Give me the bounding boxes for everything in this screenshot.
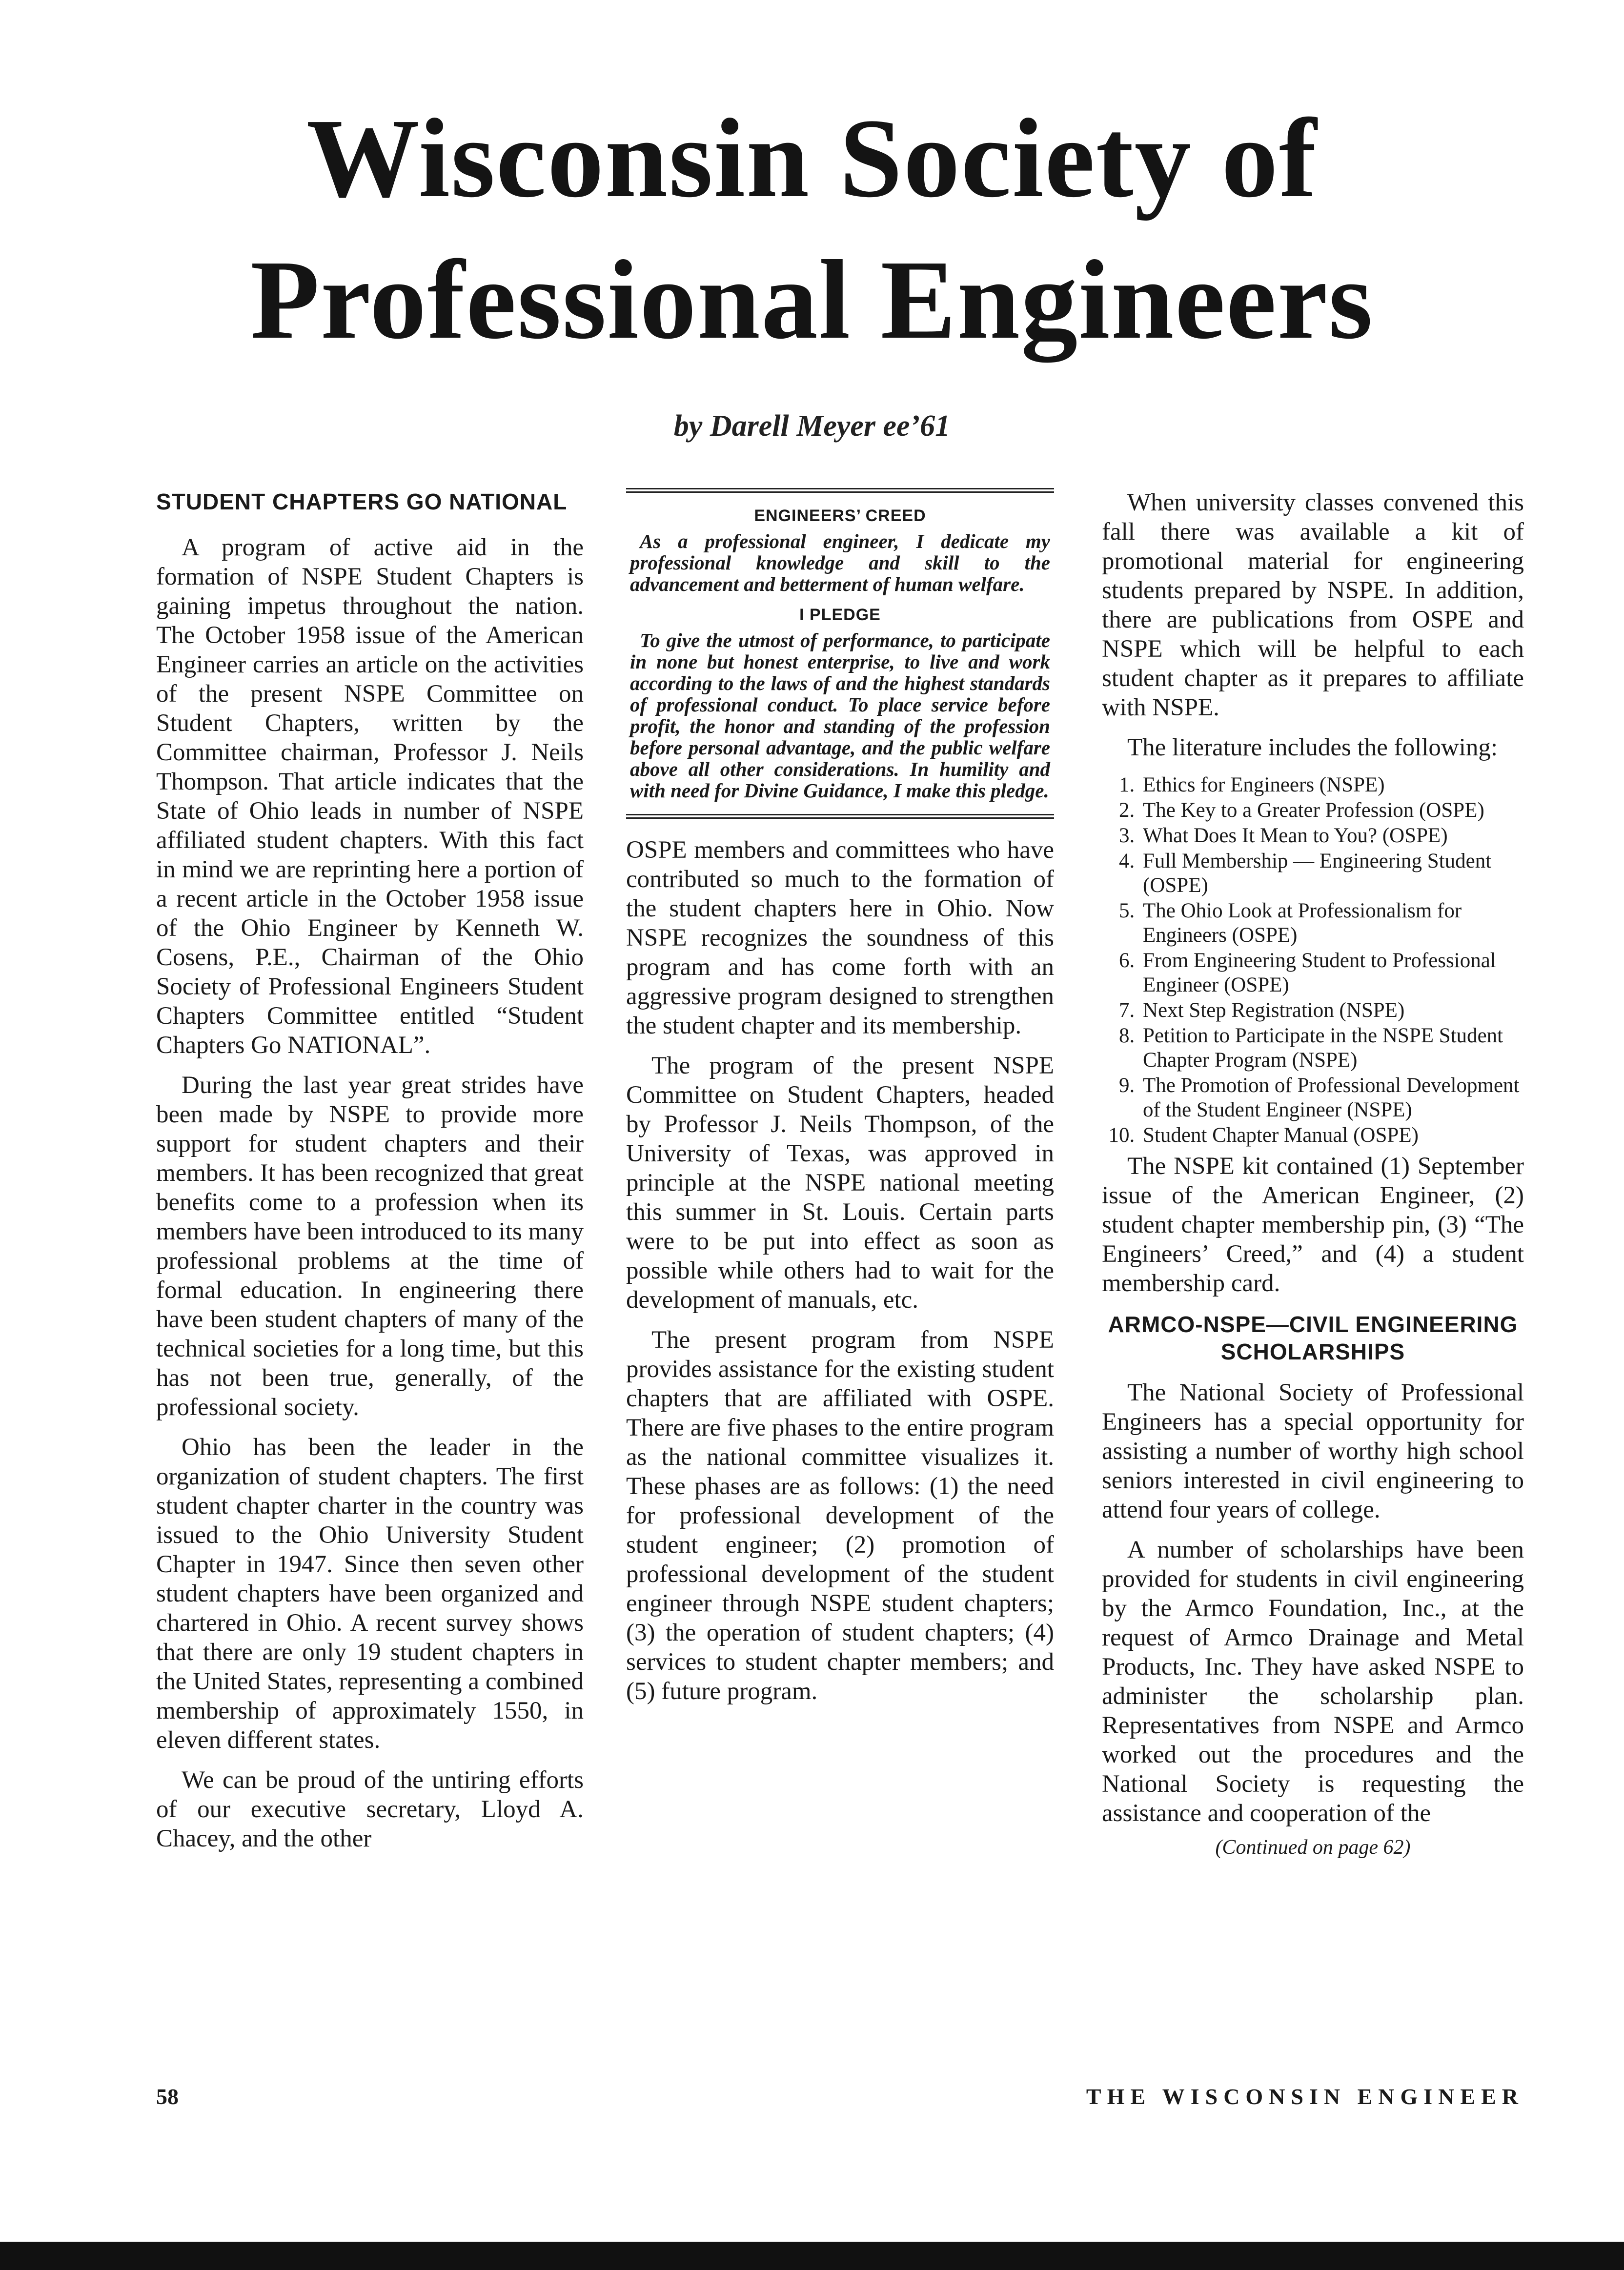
paragraph: A program of active aid in the formation of NSPE Student Chapters is gaining impetus throughout the nation. The October 1958 issue of the American Engineer carries an article on the activities of the present NSPE Committee on Student Chapters, written by the Committee chairman, Professor J. Neils Thompson. That article indicates that the State of Ohio leads in number of NSPE affiliated student chapters. With this fact in mind we are reprinting here a portion of a recent article in the October 1958 issue of the Ohio Engineer by Kenneth W. Cosens, P.E., Chairman of the Ohio Society of Professional Engineers Student Chapters Committee entitled “Student Chapters Go NATIONAL”. — [156, 534, 584, 1059]
list-item: 2. The Key to a Greater Profession (OSPE) — [1140, 798, 1524, 823]
list-item: 1. Ethics for Engineers (NSPE) — [1140, 773, 1524, 797]
list-item: 6. From Engineering Student to Professional Engineer (OSPE) — [1140, 949, 1524, 997]
paragraph: The program of the present NSPE Committee on Student Chapters, headed by Professor J. Neils Thompson, of the University of Texas, was approved in principle at the NSPE national meeting this summer in St. Louis. Certain parts were to be put into effect as soon as possible while others had to wait for the development of manuals, etc. — [626, 1052, 1054, 1314]
creed-intro: As a professional engineer, I dedicate my professional knowledge and skill to the advancement and betterment of human welfare. — [630, 530, 1050, 595]
list-item: 7. Next Step Registration (NSPE) — [1140, 998, 1524, 1023]
paragraph: A number of scholarships have been provided for students in civil engineering by the Armco Foundation, Inc., at the request of Armco Drainage and Metal Products, Inc. They have asked NSPE to administer the scholarship plan. Representatives from NSPE and Armco worked out the procedures and the National Society is requesting the assistance and cooperation of the — [1102, 1536, 1524, 1827]
scan-edge-bar — [0, 2242, 1624, 2270]
paragraph: During the last year great strides have been made by NSPE to provide more support for student chapters and their members. It has been recognized that great benefits come to a profession when its members have been introduced to its many professional problems at the time of formal education. In engineering there have been student chapters of many of the technical societies for a long time, but this has not been true, generally, of the professional society. — [156, 1072, 584, 1421]
paragraph: OSPE members and committees who have contributed so much to the formation of the student chapters here in Ohio. Now NSPE recognizes the soundness of this program and has come forth with an aggressive program designed to strengthen the student chapter and its membership. — [626, 836, 1054, 1039]
column-1 — [156, 488, 584, 1864]
paragraph: The NSPE kit contained (1) September issue of the American Engineer, (2) student chapter membership pin, (3) “The Engineers’ Creed,” and (4) a student membership card. — [1102, 1153, 1524, 1297]
creed-pledge: To give the utmost of performance, to participate in none but honest enterprise, to live and work according to the laws of and the highest standards of professional conduct. To place service before profit, the honor and standing of the profession before personal advantage, and the public welfare above all other considerations. In humility and with need for Divine Guidance, I make this pledge. — [630, 629, 1050, 802]
paragraph: Ohio has been the leader in the organization of student chapters. The first student chapter charter in the country was issued to the Ohio University Student Chapter in 1947. Since then seven other student chapters have been organized and chartered in Ohio. A recent survey shows that there are only 19 student chapters in the United States, representing a combined membership of approximately 1550, in eleven different states. — [156, 1434, 584, 1754]
engineers-creed-box — [626, 488, 1054, 819]
list-item: 3. What Does It Mean to You? (OSPE) — [1140, 824, 1524, 848]
column-3 — [1102, 488, 1524, 1859]
article-title — [0, 88, 1624, 371]
publication-name: THE WISCONSIN ENGINEER — [1086, 2084, 1524, 2109]
section-heading-student-chapters: STUDENT CHAPTERS GO NATIONAL — [156, 489, 568, 514]
list-item: 5. The Ohio Look at Professionalism for Engineers (OSPE) — [1140, 899, 1524, 948]
section-heading-scholarships: ARMCO-NSPE—CIVIL ENGINEERING SCHOLARSHIPS — [1108, 1312, 1518, 1364]
continued-note: (Continued on page 62) — [1215, 1836, 1411, 1859]
creed-heading: ENGINEERS’ CREED — [754, 507, 926, 525]
literature-list — [1102, 773, 1524, 1148]
title-line-1: Wisconsin Society of — [306, 96, 1318, 221]
byline: by Darell Meyer ee’61 — [673, 409, 951, 443]
list-item: 4. Full Membership — Engineering Student (OSPE) — [1140, 849, 1524, 898]
list-item: 8. Petition to Participate in the NSPE Student Chapter Program (NSPE) — [1140, 1024, 1524, 1073]
paragraph: When university classes convened this fall there was available a kit of promotional material for engineering students prepared by NSPE. In addition, there are publications from OSPE and NSPE which will be helpful to each student chapter as it prepares to affiliate with NSPE. — [1102, 489, 1524, 721]
paragraph: The National Society of Professional Engineers has a special opportunity for assisting a number of worthy high school seniors interested in civil engineering to attend four years of college. — [1102, 1379, 1524, 1523]
list-item: 10. Student Chapter Manual (OSPE) — [1140, 1123, 1524, 1148]
paragraph: The literature includes the following: — [1127, 734, 1498, 761]
paragraph: We can be proud of the untiring efforts of our executive secretary, Lloyd A. Chacey, and the other — [156, 1766, 584, 1852]
title-line-2: Professional Engineers — [250, 237, 1374, 363]
pledge-heading: I PLEDGE — [799, 606, 881, 624]
page-number: 58 — [156, 2084, 179, 2109]
column-2 — [626, 488, 1054, 1717]
list-item: 9. The Promotion of Professional Development of the Student Engineer (NSPE) — [1140, 1074, 1524, 1122]
paragraph: The present program from NSPE provides assistance for the existing student chapters that are affiliated with OSPE. There are five phases to the entire program as the national committee visualizes it. These phases are as follows: (1) the need for professional development of the student engineer; (2) promotion of professional development of the student engineer through NSPE student chapters; (3) the operation of student chapters; (4) services to student chapter members; and (5) future program. — [626, 1326, 1054, 1705]
